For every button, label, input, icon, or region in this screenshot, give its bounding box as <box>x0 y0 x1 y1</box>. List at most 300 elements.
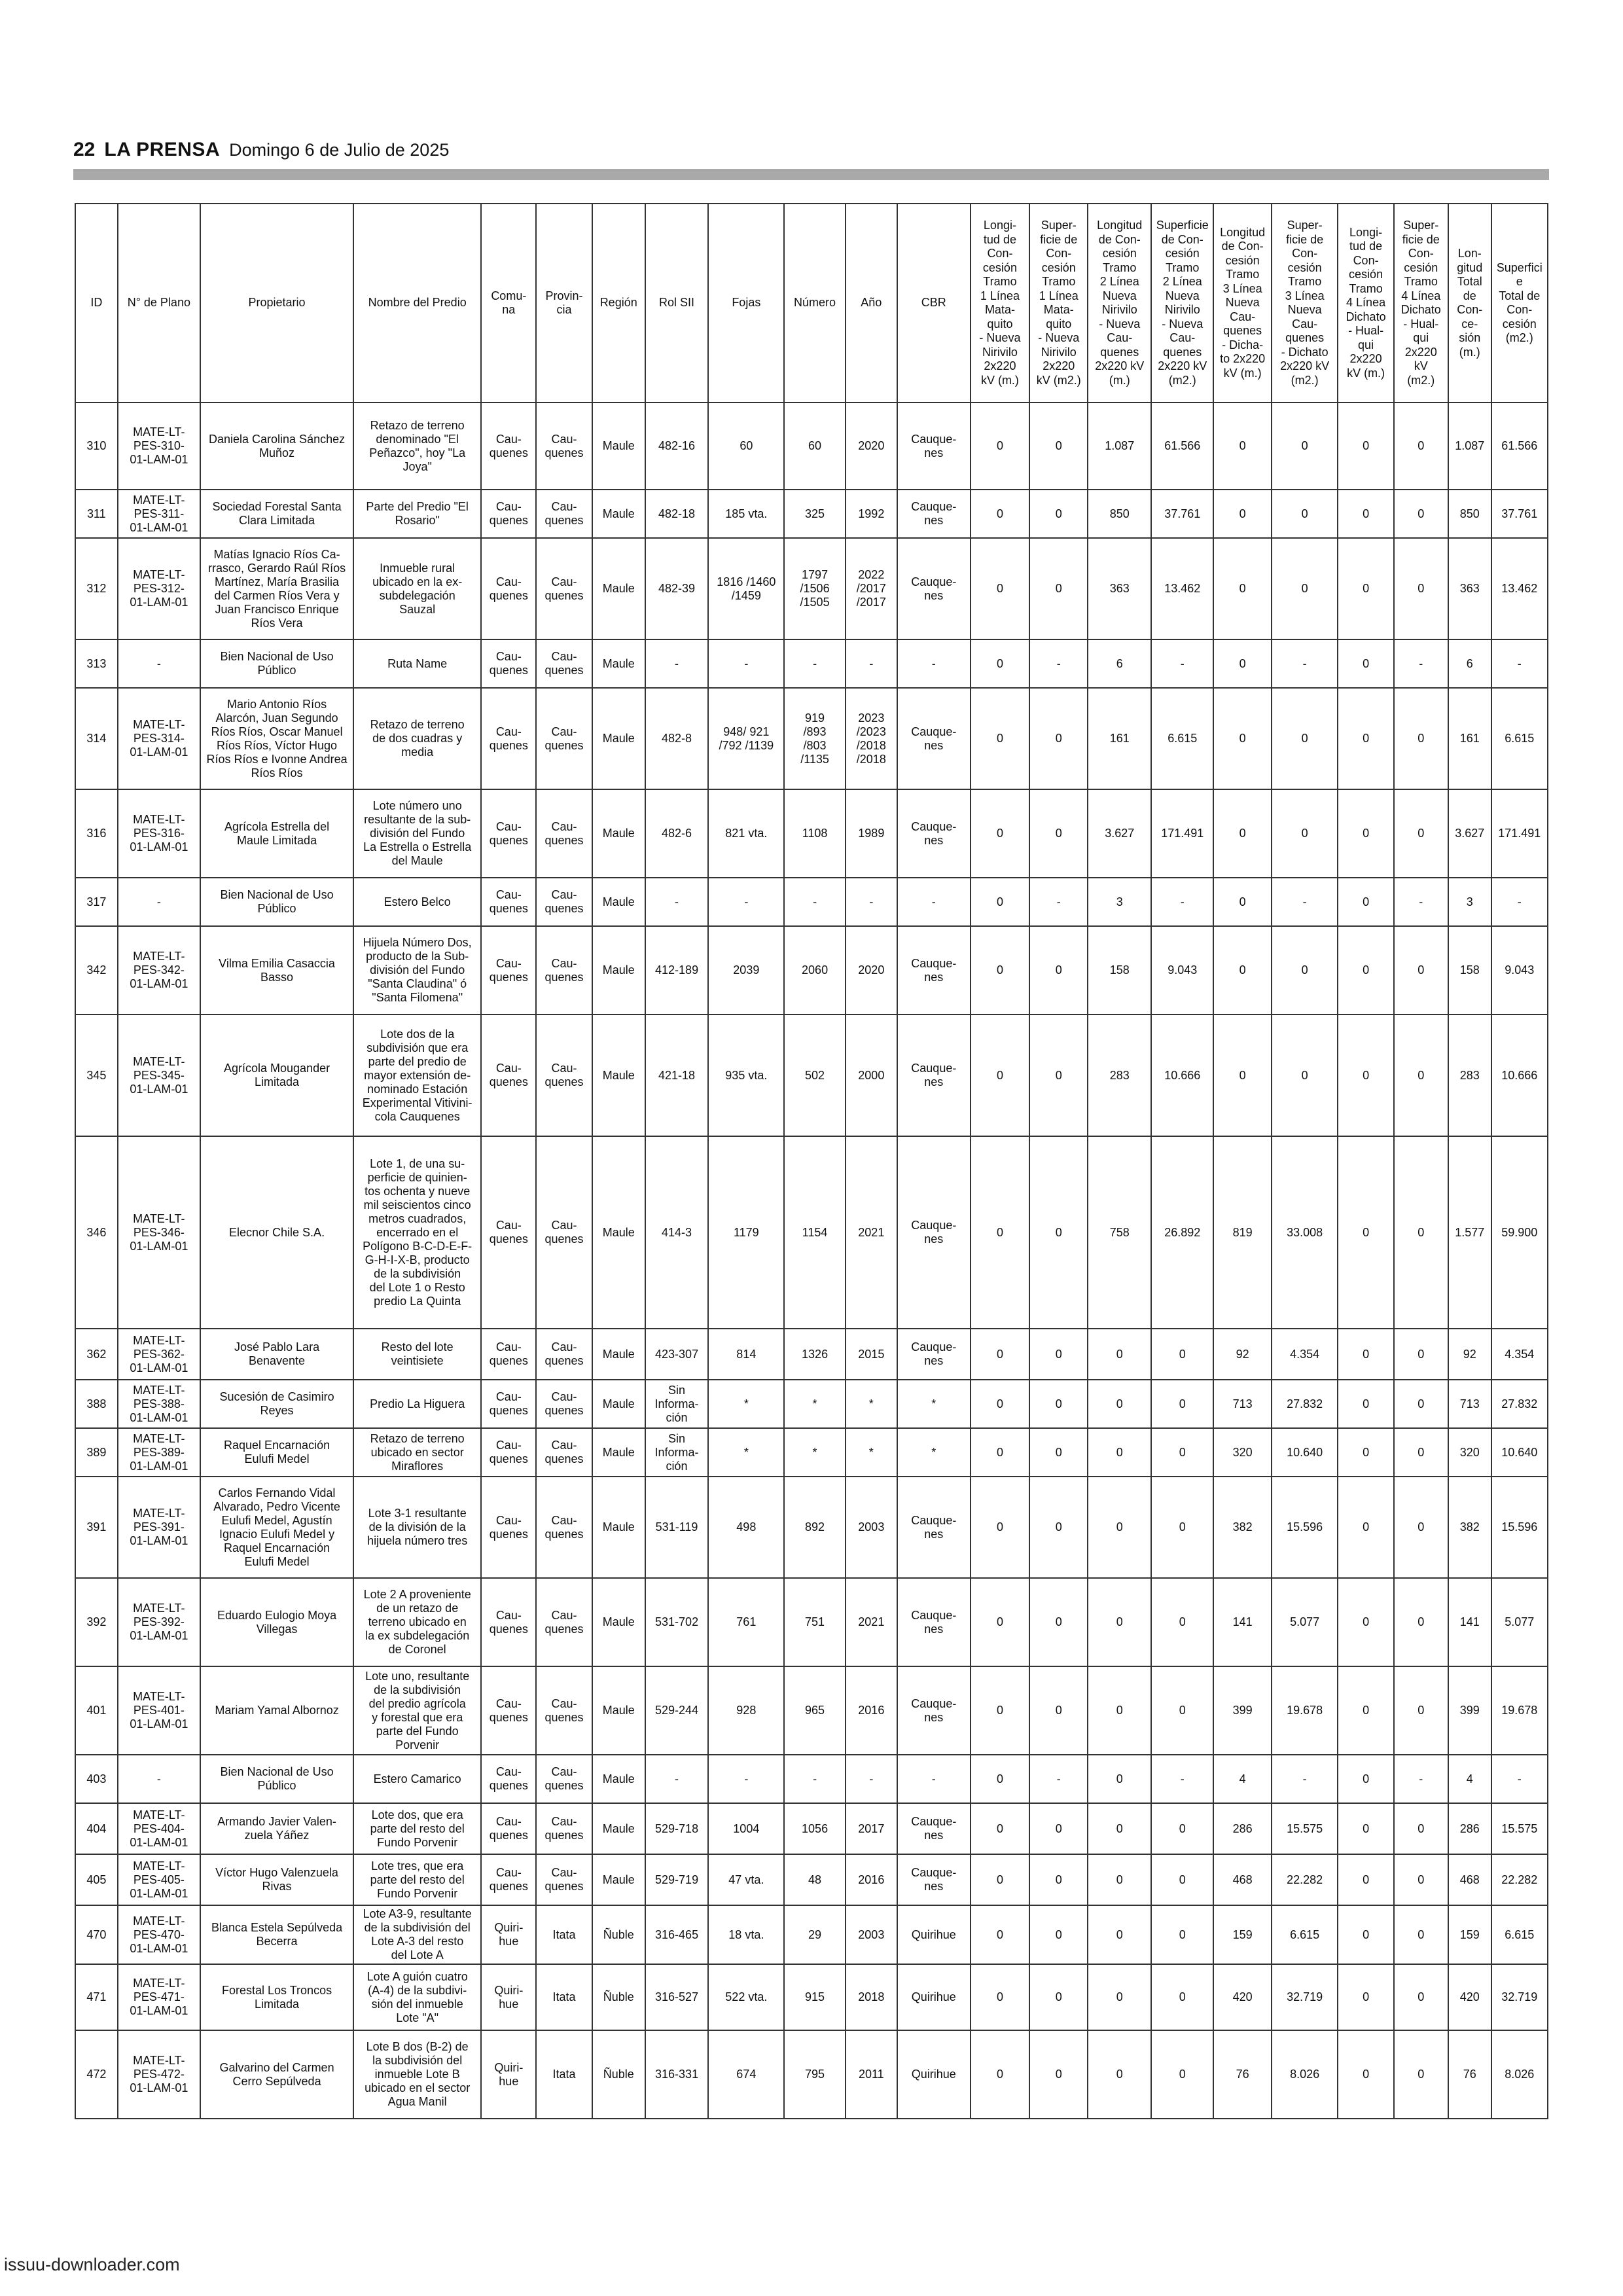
table-cell: Maule <box>592 639 645 688</box>
table-cell: 0 <box>1088 1578 1151 1666</box>
table-cell: 2018 <box>846 1964 897 2030</box>
table-cell: 0 <box>971 1578 1029 1666</box>
column-header: Superficie de Con- cesión Tramo 2 Línea Nueva Nirivilo - Nueva Cau- quenes 2x220 kV (m2.) <box>1151 204 1214 403</box>
table-cell: 0 <box>1272 688 1338 789</box>
table-cell: 76 <box>1448 2030 1491 2119</box>
table-cell: 471 <box>75 1964 118 2030</box>
table-row <box>75 1136 1548 1329</box>
table-cell: - <box>784 639 845 688</box>
table-cell: Estero Belco <box>353 878 481 926</box>
column-header: Comu- na <box>481 204 536 403</box>
table-cell: Matías Ignacio Ríos Ca- rrasco, Gerardo Raúl Ríos Martínez, María Brasilia del Carmen Ríos Vera y Juan Francisco Enrique Ríos Vera <box>200 538 353 639</box>
table-cell: Bien Nacional de Uso Público <box>200 639 353 688</box>
table-cell: Retazo de terreno de dos cuadras y media <box>353 688 481 789</box>
table-cell: 850 <box>1088 490 1151 538</box>
table-cell: Maule <box>592 1803 645 1854</box>
table-cell: 0 <box>1338 639 1393 688</box>
table-cell: 0 <box>1394 789 1448 878</box>
table-cell: Lote tres, que era parte del resto del Fundo Porvenir <box>353 1854 481 1905</box>
table-cell: Forestal Los Troncos Limitada <box>200 1964 353 2030</box>
table-cell: 0 <box>1213 490 1271 538</box>
table-cell: 0 <box>1338 1014 1393 1136</box>
table-cell: MATE-LT- PES-404- 01-LAM-01 <box>118 1803 200 1854</box>
table-cell: 1989 <box>846 789 897 878</box>
table-cell: 482-16 <box>645 403 709 490</box>
table-cell: 92 <box>1213 1329 1271 1380</box>
table-cell: 0 <box>1088 1477 1151 1578</box>
table-cell: 0 <box>971 789 1029 878</box>
table-cell: 0 <box>971 1964 1029 2030</box>
table-cell: 171.491 <box>1491 789 1548 878</box>
table-cell: MATE-LT- PES-388- 01-LAM-01 <box>118 1380 200 1428</box>
table-cell: Cauque- nes <box>897 538 971 639</box>
table-cell: Cauque- nes <box>897 1666 971 1755</box>
table-cell: 2022 /2017 /2017 <box>846 538 897 639</box>
table-row <box>75 1329 1548 1380</box>
table-cell: 0 <box>1213 688 1271 789</box>
table-cell: 965 <box>784 1666 845 1755</box>
table-cell: 0 <box>1394 1380 1448 1428</box>
table-cell: Quiri- hue <box>481 1905 536 1964</box>
table-cell: 1.087 <box>1088 403 1151 490</box>
table-row <box>75 538 1548 639</box>
table-cell: 0 <box>1029 1329 1088 1380</box>
table-cell: 0 <box>1338 1905 1393 1964</box>
table-cell: Lote A guión cuatro (A-4) de la subdivi- sión del inmueble Lote "A" <box>353 1964 481 2030</box>
table-cell: 0 <box>1029 1854 1088 1905</box>
table-cell: Cau- quenes <box>536 1803 592 1854</box>
table-cell: 283 <box>1448 1014 1491 1136</box>
table-cell: Quirihue <box>897 1905 971 1964</box>
table-cell: 363 <box>1448 538 1491 639</box>
table-cell: Vilma Emilia Casaccia Basso <box>200 926 353 1014</box>
table-cell: 37.761 <box>1491 490 1548 538</box>
table-cell: Sin Informa- ción <box>645 1380 709 1428</box>
table-cell: Cau- quenes <box>481 688 536 789</box>
table-cell: 761 <box>708 1578 784 1666</box>
table-cell: 814 <box>708 1329 784 1380</box>
table-cell: Maule <box>592 1014 645 1136</box>
table-cell: Agrícola Estrella del Maule Limitada <box>200 789 353 878</box>
table-cell: 482-6 <box>645 789 709 878</box>
table-cell: 892 <box>784 1477 845 1578</box>
table-cell: 2016 <box>846 1666 897 1755</box>
table-row <box>75 1428 1548 1477</box>
table-cell: Lote 3-1 resultante de la división de la hijuela número tres <box>353 1477 481 1578</box>
column-header: Longi- tud de Con- cesión Tramo 1 Línea Mata- quito - Nueva Nirivilo 2x220 kV (m.) <box>971 204 1029 403</box>
table-cell: Inmueble rural ubicado en la ex- subdelegación Sauzal <box>353 538 481 639</box>
table-cell: - <box>645 878 709 926</box>
table-cell: Itata <box>536 1905 592 1964</box>
table-cell: 325 <box>784 490 845 538</box>
table-cell: 482-8 <box>645 688 709 789</box>
table-cell: 0 <box>1338 1380 1393 1428</box>
table-cell: 2017 <box>846 1803 897 1854</box>
table-cell: 0 <box>971 1428 1029 1477</box>
table-cell: 161 <box>1088 688 1151 789</box>
table-cell: Cau- quenes <box>481 926 536 1014</box>
table-cell: 0 <box>971 1477 1029 1578</box>
table-cell: 482-18 <box>645 490 709 538</box>
table-cell: 2000 <box>846 1014 897 1136</box>
table-cell: MATE-LT- PES-391- 01-LAM-01 <box>118 1477 200 1578</box>
table-cell: - <box>897 878 971 926</box>
table-cell: Cau- quenes <box>481 403 536 490</box>
table-cell: Cau- quenes <box>481 538 536 639</box>
table-row <box>75 490 1548 538</box>
table-cell: 1179 <box>708 1136 784 1329</box>
table-cell: 316 <box>75 789 118 878</box>
table-cell: 141 <box>1213 1578 1271 1666</box>
table-cell: 0 <box>1151 1477 1214 1578</box>
table-cell: 0 <box>971 1329 1029 1380</box>
table-cell: 0 <box>1088 1428 1151 1477</box>
table-cell: 158 <box>1448 926 1491 1014</box>
table-cell: - <box>118 878 200 926</box>
table-cell: 0 <box>1338 490 1393 538</box>
table-cell: 420 <box>1213 1964 1271 2030</box>
table-cell: 0 <box>1029 789 1088 878</box>
column-header: CBR <box>897 204 971 403</box>
table-cell: 529-244 <box>645 1666 709 1755</box>
table-cell: Cau- quenes <box>481 789 536 878</box>
column-header: Longitud de Con- cesión Tramo 3 Línea Nueva Cau- quenes - Dicha- to 2x220 kV (m.) <box>1213 204 1271 403</box>
table-cell: Maule <box>592 926 645 1014</box>
table-cell: Cauque- nes <box>897 403 971 490</box>
table-cell: 0 <box>1029 1964 1088 2030</box>
table-cell: Cauque- nes <box>897 1803 971 1854</box>
column-header: ID <box>75 204 118 403</box>
table-cell: 0 <box>1029 926 1088 1014</box>
table-cell: Maule <box>592 789 645 878</box>
table-cell: Raquel Encarnación Eulufi Medel <box>200 1428 353 1477</box>
table-cell: 0 <box>1338 538 1393 639</box>
table-cell: 0 <box>1338 1477 1393 1578</box>
table-row <box>75 1666 1548 1755</box>
table-cell: Cau- quenes <box>481 1578 536 1666</box>
table-cell: Lote 1, de una su- perficie de quinien- tos ochenta y nueve mil seiscientos cinco metros cuadrados, encerrado en el Polígono B-C-D-E-F- G-H-I-X-B, producto de la subdivisión del Lote 1 o Resto predio La Quinta <box>353 1136 481 1329</box>
table-row <box>75 926 1548 1014</box>
table-cell: Maule <box>592 878 645 926</box>
table-cell: - <box>1272 639 1338 688</box>
table-cell: 928 <box>708 1666 784 1755</box>
table-cell: 161 <box>1448 688 1491 789</box>
table-cell: 141 <box>1448 1578 1491 1666</box>
table-cell: Itata <box>536 1964 592 2030</box>
table-cell: 27.832 <box>1272 1380 1338 1428</box>
table-cell: 0 <box>971 1136 1029 1329</box>
table-cell: 4 <box>1448 1755 1491 1803</box>
table-cell: Víctor Hugo Valenzuela Rivas <box>200 1854 353 1905</box>
table-cell: Cau- quenes <box>536 1755 592 1803</box>
table-cell: 1108 <box>784 789 845 878</box>
table-cell: 0 <box>1394 926 1448 1014</box>
table-cell: 531-119 <box>645 1477 709 1578</box>
table-header-row <box>75 204 1548 403</box>
table-cell: Armando Javier Valen- zuela Yáñez <box>200 1803 353 1854</box>
table-cell: 405 <box>75 1854 118 1905</box>
table-cell: 286 <box>1448 1803 1491 1854</box>
table-cell: 0 <box>1213 1014 1271 1136</box>
table-cell: 9.043 <box>1491 926 1548 1014</box>
table-cell: 2003 <box>846 1477 897 1578</box>
table-cell: Cau- quenes <box>536 403 592 490</box>
table-cell: 0 <box>971 538 1029 639</box>
table-cell: 311 <box>75 490 118 538</box>
table-cell: MATE-LT- PES-310- 01-LAM-01 <box>118 403 200 490</box>
table-cell: 0 <box>1338 1428 1393 1477</box>
column-header: Super- ficie de Con- cesión Tramo 1 Línea Mata- quito - Nueva Nirivilo 2x220 kV (m2.) <box>1029 204 1088 403</box>
table-cell: 0 <box>971 1380 1029 1428</box>
table-cell: 0 <box>1088 1380 1151 1428</box>
table-cell: 2023 /2023 /2018 /2018 <box>846 688 897 789</box>
table-cell: Mariam Yamal Albornoz <box>200 1666 353 1755</box>
table-cell: 15.575 <box>1491 1803 1548 1854</box>
table-cell: 0 <box>1088 1666 1151 1755</box>
table-cell: 0 <box>1029 1014 1088 1136</box>
publication-date: Domingo 6 de Julio de 2025 <box>229 140 450 160</box>
table-cell: MATE-LT- PES-401- 01-LAM-01 <box>118 1666 200 1755</box>
table-row <box>75 1964 1548 2030</box>
table-cell: 1797 /1506 /1505 <box>784 538 845 639</box>
column-header: Super- ficie de Con- cesión Tramo 3 Línea Nueva Cau- quenes - Dichato 2x220 kV (m2.) <box>1272 204 1338 403</box>
table-cell: - <box>1491 1755 1548 1803</box>
table-cell: 0 <box>1394 490 1448 538</box>
table-cell: Predio La Higuera <box>353 1380 481 1428</box>
table-cell: 468 <box>1448 1854 1491 1905</box>
table-cell: MATE-LT- PES-316- 01-LAM-01 <box>118 789 200 878</box>
table-cell: 391 <box>75 1477 118 1578</box>
table-cell: 0 <box>971 1803 1029 1854</box>
table-cell: 0 <box>1394 688 1448 789</box>
table-cell: 92 <box>1448 1329 1491 1380</box>
table-cell: 498 <box>708 1477 784 1578</box>
table-cell: 0 <box>1029 1477 1088 1578</box>
table-cell: Cauque- nes <box>897 1578 971 1666</box>
table-cell: 1.577 <box>1448 1136 1491 1329</box>
table-cell: 5.077 <box>1272 1578 1338 1666</box>
table-cell: 4.354 <box>1491 1329 1548 1380</box>
table-cell: 1992 <box>846 490 897 538</box>
table-cell: 8.026 <box>1272 2030 1338 2119</box>
table-cell: MATE-LT- PES-471- 01-LAM-01 <box>118 1964 200 2030</box>
table-cell: 0 <box>1088 1854 1151 1905</box>
table-cell: - <box>1029 878 1088 926</box>
table-cell: 1.087 <box>1448 403 1491 490</box>
table-cell: 0 <box>1394 1578 1448 1666</box>
table-cell: 713 <box>1448 1380 1491 1428</box>
table-cell: 158 <box>1088 926 1151 1014</box>
table-cell: 0 <box>1088 1964 1151 2030</box>
table-cell: 3.627 <box>1088 789 1151 878</box>
table-cell: 61.566 <box>1491 403 1548 490</box>
table-cell: - <box>1029 639 1088 688</box>
table-cell: - <box>118 639 200 688</box>
table-cell: 421-18 <box>645 1014 709 1136</box>
table-cell: 48 <box>784 1854 845 1905</box>
table-cell: 0 <box>1394 403 1448 490</box>
table-cell: 0 <box>1151 2030 1214 2119</box>
table-cell: Cau- quenes <box>481 1428 536 1477</box>
table-cell: 316-331 <box>645 2030 709 2119</box>
table-cell: 10.640 <box>1491 1428 1548 1477</box>
table-cell: 15.596 <box>1272 1477 1338 1578</box>
table-row <box>75 1014 1548 1136</box>
table-cell: 345 <box>75 1014 118 1136</box>
table-cell: 4 <box>1213 1755 1271 1803</box>
table-cell: 26.892 <box>1151 1136 1214 1329</box>
table-cell: - <box>1272 878 1338 926</box>
table-cell: 0 <box>1029 1803 1088 1854</box>
table-cell: Maule <box>592 1136 645 1329</box>
table-cell: 399 <box>1213 1666 1271 1755</box>
table-cell: Galvarino del Carmen Cerro Sepúlveda <box>200 2030 353 2119</box>
table-cell: 0 <box>971 639 1029 688</box>
table-cell: 362 <box>75 1329 118 1380</box>
table-cell: 0 <box>1338 926 1393 1014</box>
table-cell: Bien Nacional de Uso Público <box>200 878 353 926</box>
table-cell: 0 <box>1088 1803 1151 1854</box>
table-cell: Cau- quenes <box>481 1477 536 1578</box>
table-cell: 0 <box>1029 1380 1088 1428</box>
table-cell: Cau- quenes <box>536 1666 592 1755</box>
table-cell: 9.043 <box>1151 926 1214 1014</box>
table-cell: Maule <box>592 490 645 538</box>
table-cell: 531-702 <box>645 1578 709 1666</box>
table-cell: Quirihue <box>897 2030 971 2119</box>
table-cell: 382 <box>1448 1477 1491 1578</box>
table-cell: - <box>1394 878 1448 926</box>
header-rule <box>73 169 1549 180</box>
table-cell: 37.761 <box>1151 490 1214 538</box>
table-cell: Daniela Carolina Sánchez Muñoz <box>200 403 353 490</box>
table-cell: 1154 <box>784 1136 845 1329</box>
table-cell: 0 <box>1088 1905 1151 1964</box>
table-cell: Maule <box>592 1428 645 1477</box>
table-cell: 0 <box>1151 1578 1214 1666</box>
table-cell: 0 <box>1151 1666 1214 1755</box>
table-cell: 0 <box>971 403 1029 490</box>
table-cell: Cauque- nes <box>897 688 971 789</box>
table-cell: Cauque- nes <box>897 1477 971 1578</box>
table-cell: 915 <box>784 1964 845 2030</box>
table-row <box>75 1578 1548 1666</box>
table-cell: 0 <box>1213 403 1271 490</box>
table-row <box>75 639 1548 688</box>
table-cell: - <box>1272 1755 1338 1803</box>
table-cell: 19.678 <box>1491 1666 1548 1755</box>
table-cell: - <box>708 639 784 688</box>
table-cell: 0 <box>1151 1854 1214 1905</box>
table-cell: - <box>784 1755 845 1803</box>
table-cell: - <box>1491 878 1548 926</box>
table-cell: Cau- quenes <box>536 789 592 878</box>
table-cell: Cau- quenes <box>536 1854 592 1905</box>
table-cell: 0 <box>1338 1578 1393 1666</box>
table-cell: MATE-LT- PES-346- 01-LAM-01 <box>118 1136 200 1329</box>
table-cell: 13.462 <box>1491 538 1548 639</box>
table-cell: 0 <box>1338 1666 1393 1755</box>
table-cell: Cau- quenes <box>536 878 592 926</box>
table-cell: MATE-LT- PES-342- 01-LAM-01 <box>118 926 200 1014</box>
table-cell: Maule <box>592 1578 645 1666</box>
table-cell: 1326 <box>784 1329 845 1380</box>
table-cell: Cau- quenes <box>481 1803 536 1854</box>
table-cell: 0 <box>1029 403 1088 490</box>
table-cell: 529-718 <box>645 1803 709 1854</box>
table-row <box>75 789 1548 878</box>
table-cell: 674 <box>708 2030 784 2119</box>
table-cell: MATE-LT- PES-405- 01-LAM-01 <box>118 1854 200 1905</box>
table-cell: Carlos Fernando Vidal Alvarado, Pedro Vicente Eulufi Medel, Agustín Ignacio Eulufi Medel y Raquel Encarnación Eulufi Medel <box>200 1477 353 1578</box>
table-cell: 2003 <box>846 1905 897 1964</box>
table-cell: 751 <box>784 1578 845 1666</box>
table-cell: Lote dos de la subdivisión que era parte del predio de mayor extensión de- nominado Estación Experimental Vitivini- cola Cauquenes <box>353 1014 481 1136</box>
table-cell: 388 <box>75 1380 118 1428</box>
table-cell: Maule <box>592 1666 645 1755</box>
table-cell: 0 <box>971 2030 1029 2119</box>
table-cell: MATE-LT- PES-314- 01-LAM-01 <box>118 688 200 789</box>
table-cell: 0 <box>971 1755 1029 1803</box>
table-row <box>75 2030 1548 2119</box>
table-cell: 10.666 <box>1151 1014 1214 1136</box>
table-cell: 0 <box>1272 403 1338 490</box>
table-cell: 414-3 <box>645 1136 709 1329</box>
table-cell: - <box>1394 1755 1448 1803</box>
table-cell: Quirihue <box>897 1964 971 2030</box>
table-cell: 472 <box>75 2030 118 2119</box>
table-cell: Hijuela Número Dos, producto de la Sub- división del Fundo "Santa Claudina" ó "Santa Filomena" <box>353 926 481 1014</box>
table-cell: 6.615 <box>1151 688 1214 789</box>
table-cell: 317 <box>75 878 118 926</box>
table-cell: - <box>1151 878 1214 926</box>
table-cell: 0 <box>971 1666 1029 1755</box>
table-cell: * <box>708 1428 784 1477</box>
table-cell: - <box>118 1755 200 1803</box>
table-cell: Cauque- nes <box>897 1136 971 1329</box>
table-cell: 0 <box>1029 1428 1088 1477</box>
table-cell: 0 <box>1394 1428 1448 1477</box>
table-cell: Estero Camarico <box>353 1755 481 1803</box>
table-row <box>75 1380 1548 1428</box>
table-cell: 8.026 <box>1491 2030 1548 2119</box>
table-cell: 0 <box>1338 1755 1393 1803</box>
table-cell: 0 <box>1394 1477 1448 1578</box>
table-cell: 15.575 <box>1272 1803 1338 1854</box>
table-cell: 47 vta. <box>708 1854 784 1905</box>
table-cell: Ñuble <box>592 2030 645 2119</box>
table-cell: 0 <box>1151 1380 1214 1428</box>
table-cell: 502 <box>784 1014 845 1136</box>
table-cell: 10.666 <box>1491 1014 1548 1136</box>
table-cell: 0 <box>1088 2030 1151 2119</box>
table-cell: 312 <box>75 538 118 639</box>
table-cell: - <box>708 1755 784 1803</box>
column-header: Año <box>846 204 897 403</box>
table-cell: MATE-LT- PES-345- 01-LAM-01 <box>118 1014 200 1136</box>
table-cell: 0 <box>1338 1136 1393 1329</box>
table-cell: 0 <box>1088 1329 1151 1380</box>
table-cell: 0 <box>1394 2030 1448 2119</box>
table-cell: Cau- quenes <box>481 490 536 538</box>
table-cell: Elecnor Chile S.A. <box>200 1136 353 1329</box>
table-cell: 948/ 921 /792 /1139 <box>708 688 784 789</box>
table-cell: 0 <box>971 878 1029 926</box>
table-cell: 32.719 <box>1272 1964 1338 2030</box>
table-cell: 15.596 <box>1491 1477 1548 1578</box>
table-cell: 0 <box>1394 1964 1448 2030</box>
table-cell: Cau- quenes <box>536 688 592 789</box>
